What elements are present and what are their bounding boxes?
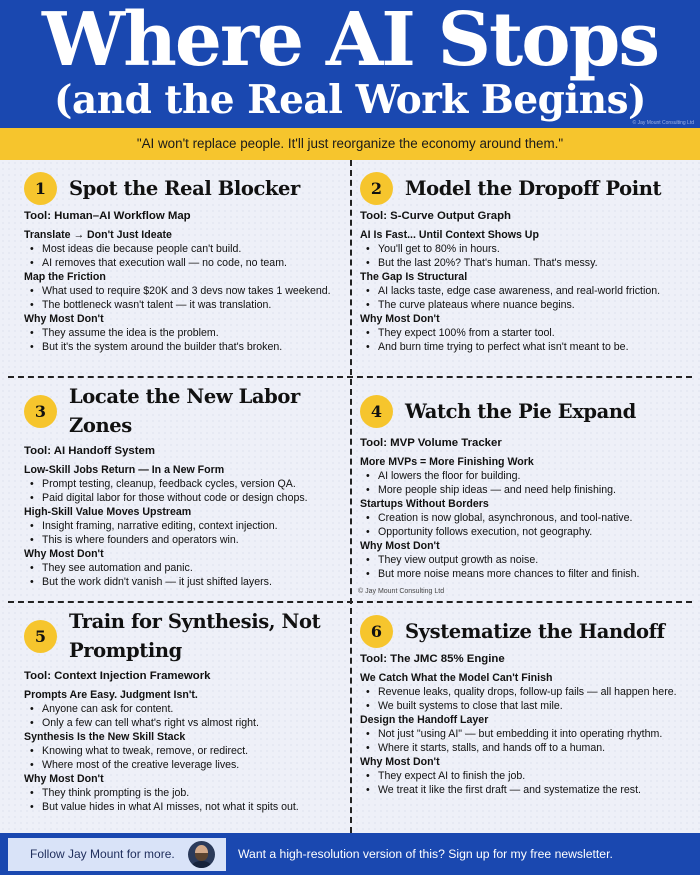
bullet-item: • But value hides in what AI misses, not what it spits out.: [24, 800, 342, 814]
bullet-list: [360, 553, 690, 581]
bullet-item: • We built systems to close that last mile.: [360, 699, 690, 713]
bullet-list: [24, 326, 342, 354]
bullet-item: • What used to require $20K and 3 devs now takes 1 weekend.: [24, 284, 342, 298]
bullet-item: • More people ship ideas — and need help finishing.: [360, 483, 690, 497]
bullet-list: [360, 511, 690, 539]
section-heading: Startups Without Borders: [360, 498, 489, 510]
bullet-item: • They expect 100% from a starter tool.: [360, 326, 690, 340]
bullet-item: • Knowing what to tweak, remove, or redirect.: [24, 744, 342, 758]
bullet-item: • AI lacks taste, edge case awareness, and real-world friction.: [360, 284, 690, 298]
section-heading: Why Most Don't: [360, 540, 440, 552]
bullet-item: • And burn time trying to perfect what isn't meant to be.: [360, 340, 690, 354]
section-heading: Map the Friction: [24, 271, 106, 283]
bullet-item: • They assume the idea is the problem.: [24, 326, 342, 340]
bullet-item: • The bottleneck wasn't talent — it was translation.: [24, 298, 342, 312]
section-heading: AI Is Fast... Until Context Shows Up: [360, 229, 539, 241]
panel-tool: Tool: Human–AI Workflow Map: [24, 210, 191, 222]
bullet-item: • But more noise means more chances to filter and finish.: [360, 567, 690, 581]
panel-title: Locate the New Labor Zones: [69, 385, 300, 437]
step-number-badge: 3: [24, 395, 57, 428]
panel-2: [360, 172, 690, 354]
bullet-list: [360, 242, 690, 270]
bullet-item: • Where most of the creative leverage lives.: [24, 758, 342, 772]
section-heading: The Gap Is Structural: [360, 271, 468, 283]
bullet-list: [24, 744, 342, 772]
page-subtitle: (and the Real Work Begins): [54, 77, 646, 123]
panel-tool: Tool: AI Handoff System: [24, 445, 155, 457]
follow-box[interactable]: [8, 838, 226, 871]
bullet-item: • Creation is now global, asynchronous, and tool-native.: [360, 511, 690, 525]
section-heading: Design the Handoff Layer: [360, 714, 489, 726]
bullet-item: • Paid digital labor for those without code or design chops.: [24, 491, 342, 505]
step-number-badge: 6: [360, 615, 393, 648]
bullet-item: • Anyone can ask for content.: [24, 702, 342, 716]
panel-6: [360, 615, 690, 797]
panel-5: [24, 607, 342, 814]
avatar: [188, 841, 215, 868]
section-heading: We Catch What the Model Can't Finish: [360, 672, 553, 684]
bullet-item: • Revenue leaks, quality drops, follow-up fails — all happen here.: [360, 685, 690, 699]
panel-header: [360, 172, 690, 205]
bullet-item: • Opportunity follows execution, not geography.: [360, 525, 690, 539]
bullet-list: [360, 685, 690, 713]
section-heading: Why Most Don't: [360, 313, 440, 325]
horizontal-divider: [8, 601, 692, 603]
bullet-list: [24, 786, 342, 814]
step-number-badge: 2: [360, 172, 393, 205]
panel-tool: Tool: The JMC 85% Engine: [360, 653, 505, 665]
section-heading: Low-Skill Jobs Return — In a New Form: [24, 464, 225, 476]
section-heading: More MVPs = More Finishing Work: [360, 456, 534, 468]
bullet-item: • They expect AI to finish the job.: [360, 769, 690, 783]
section-heading: Synthesis Is the New Skill Stack: [24, 731, 186, 743]
panel-4: [360, 395, 690, 581]
bullet-list: [360, 727, 690, 755]
bullet-item: • But the last 20%? That's human. That's messy.: [360, 256, 690, 270]
panel-title: Spot the Real Blocker: [69, 177, 300, 200]
bullet-item: • Prompt testing, cleanup, feedback cycles, version QA.: [24, 477, 342, 491]
newsletter-link[interactable]: Want a high-resolution version of this? Sign up for my free newsletter.: [238, 847, 613, 861]
page-title: Where AI Stops: [42, 0, 658, 83]
bullet-list: [24, 702, 342, 730]
bullet-item: • AI removes that execution wall — no code, no team.: [24, 256, 342, 270]
panel-header: [360, 395, 690, 428]
bullet-item: • This is where founders and operators win.: [24, 533, 342, 547]
panel-title: Systematize the Handoff: [405, 620, 665, 643]
horizontal-divider: [8, 376, 692, 378]
bullet-item: • Where it starts, stalls, and hands off to a human.: [360, 741, 690, 755]
panel-tool: Tool: S-Curve Output Graph: [360, 210, 512, 222]
bullet-item: • But the work didn't vanish — it just shifted layers.: [24, 575, 342, 589]
bullet-item: • They view output growth as noise.: [360, 553, 690, 567]
section-heading: High-Skill Value Moves Upstream: [24, 506, 192, 518]
panel-header: [24, 172, 342, 205]
quote-bar: "AI won't replace people. It'll just reorganize the economy around them.": [0, 128, 700, 160]
step-number-badge: 5: [24, 620, 57, 653]
panel-header: [360, 615, 690, 648]
bullet-list: [360, 469, 690, 497]
bullet-item: • Insight framing, narrative editing, context injection.: [24, 519, 342, 533]
bullet-item: • We treat it like the first draft — and systematize the rest.: [360, 783, 690, 797]
bullet-list: [24, 519, 342, 547]
vertical-divider: [350, 160, 352, 833]
bullet-item: • They see automation and panic.: [24, 561, 342, 575]
section-heading: Why Most Don't: [24, 548, 104, 560]
panel-tool: Tool: Context Injection Framework: [24, 670, 211, 682]
bullet-list: [360, 326, 690, 354]
section-heading: Translate → Don't Just Ideate: [24, 229, 172, 241]
bullet-item: • But it's the system around the builder that's broken.: [24, 340, 342, 354]
bullet-item: • Most ideas die because people can't build.: [24, 242, 342, 256]
header-banner: [0, 0, 700, 128]
bullet-list: [360, 769, 690, 797]
panel-tool: Tool: MVP Volume Tracker: [360, 437, 502, 449]
bullet-list: [24, 561, 342, 589]
bullet-item: • The curve plateaus where nuance begins.: [360, 298, 690, 312]
section-heading: Prompts Are Easy. Judgment Isn't.: [24, 689, 198, 701]
panel-header: [24, 607, 342, 665]
panel-title: Watch the Pie Expand: [405, 400, 636, 423]
panel-header: [24, 382, 342, 440]
bullet-item: • Not just "using AI" — but embedding it into operating rhythm.: [360, 727, 690, 741]
bullet-list: [360, 284, 690, 312]
watermark: © Jay Mount Consulting Ltd: [632, 120, 694, 126]
section-heading: Why Most Don't: [360, 756, 440, 768]
section-heading: Why Most Don't: [24, 773, 104, 785]
watermark: © Jay Mount Consulting Ltd: [358, 588, 445, 595]
bullet-item: • AI lowers the floor for building.: [360, 469, 690, 483]
panel-3: [24, 382, 342, 589]
step-number-badge: 4: [360, 395, 393, 428]
bullet-item: • They think prompting is the job.: [24, 786, 342, 800]
panel-1: [24, 172, 342, 354]
panel-title: Model the Dropoff Point: [405, 177, 662, 200]
bullet-item: • You'll get to 80% in hours.: [360, 242, 690, 256]
bullet-list: [24, 242, 342, 270]
panel-title: Train for Synthesis, Not Prompting: [69, 610, 321, 662]
footer-banner: [0, 833, 700, 875]
follow-text: Follow Jay Mount for more.: [30, 847, 175, 861]
bullet-item: • Only a few can tell what's right vs almost right.: [24, 716, 342, 730]
step-number-badge: 1: [24, 172, 57, 205]
bullet-list: [24, 284, 342, 312]
section-heading: Why Most Don't: [24, 313, 104, 325]
bullet-list: [24, 477, 342, 505]
